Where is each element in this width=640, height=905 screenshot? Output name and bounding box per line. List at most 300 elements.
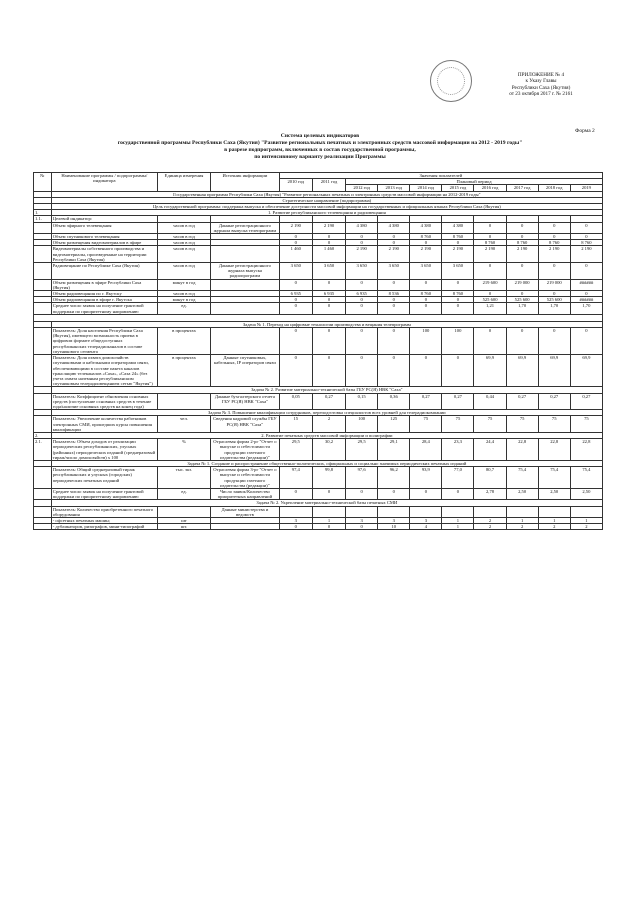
table-row bbox=[34, 222, 603, 233]
cell-value: 8 760 bbox=[442, 291, 474, 297]
cell-value: 30,2 bbox=[312, 439, 345, 461]
cell-value: ###### bbox=[570, 279, 602, 290]
cell-value: 8 760 bbox=[410, 234, 442, 240]
cell-value: 15 bbox=[279, 416, 312, 433]
cell-value: 29,5 bbox=[346, 439, 378, 461]
cell-value: 99,8 bbox=[312, 467, 345, 489]
header-year: 2017 год bbox=[506, 185, 538, 191]
cell-value: 0 bbox=[410, 240, 442, 246]
cell-value: 75,4 bbox=[570, 467, 602, 489]
cell-value: 0 bbox=[312, 355, 345, 387]
cell-num bbox=[34, 279, 52, 290]
cell-value: 0 bbox=[506, 234, 538, 240]
cell-num: 1.1. bbox=[34, 216, 52, 222]
cell-indicator-name: Показатель: Доля населения Республики Саха (Якутия), имеющего возможность приема в цифровом формате общедоступных республиканских телерадиоканалов в составе спутникового сегмента bbox=[51, 328, 157, 355]
cell-value: 22,8 bbox=[570, 439, 602, 461]
cell-value: 0 bbox=[474, 291, 506, 297]
cell-num bbox=[34, 524, 52, 530]
cell-unit: часов в год bbox=[157, 222, 210, 233]
cell-value: 2 190 bbox=[442, 246, 474, 263]
cell-value: 0 bbox=[442, 355, 474, 387]
cell-value: 0 bbox=[279, 297, 312, 303]
cell-value: 4 380 bbox=[442, 222, 474, 233]
cell-value: 0 bbox=[410, 297, 442, 303]
header-planned: Плановый период bbox=[346, 179, 603, 185]
cell-value bbox=[570, 506, 602, 517]
cell-num bbox=[34, 506, 52, 517]
table-row bbox=[34, 467, 603, 489]
cell-value: 0 bbox=[442, 488, 474, 499]
cell-value: 75 bbox=[570, 416, 602, 433]
cell-value: 0 bbox=[378, 328, 410, 355]
table-row bbox=[34, 416, 603, 433]
cell-value: 2,50 bbox=[506, 488, 538, 499]
cell-value: 10 bbox=[378, 524, 410, 530]
cell-value: 0 bbox=[312, 328, 345, 355]
cell-source: Сведения кадровой службы ГБУ РС(Я) НВК "Саха" bbox=[211, 416, 280, 433]
cell-value: 3 bbox=[378, 517, 410, 523]
header-year: 2018 год bbox=[538, 185, 570, 191]
cell-value: 2,50 bbox=[570, 488, 602, 499]
cell-value: 75 bbox=[442, 416, 474, 433]
header-year: 2019 bbox=[570, 185, 602, 191]
cell-value: 0 bbox=[410, 279, 442, 290]
cell-value: 0 bbox=[312, 297, 345, 303]
cell-value: 8 760 bbox=[442, 234, 474, 240]
cell-indicator-name: Показатель: Объем доходов от реализации периодических республиканских, улусных (районных) периодических изданий (среднеразовый тираж/число домохозяйств) х 100 bbox=[51, 439, 157, 461]
cell-value: 24,4 bbox=[474, 439, 506, 461]
cell-value: 0 bbox=[312, 488, 345, 499]
cell-value: 0 bbox=[506, 222, 538, 233]
cell-value: 525 600 bbox=[506, 297, 538, 303]
cell-source: Данные регистрационного журнала выпуска радиопрограмм bbox=[211, 263, 280, 280]
cell-value: 219 000 bbox=[506, 279, 538, 290]
header-year: 2012 год bbox=[346, 185, 378, 191]
cell-value: 0 bbox=[378, 303, 410, 314]
cell-value bbox=[410, 506, 442, 517]
cell-value: 8 760 bbox=[570, 240, 602, 246]
cell-value: 1 bbox=[570, 517, 602, 523]
cell-value bbox=[378, 506, 410, 517]
cell-value: 75,4 bbox=[538, 467, 570, 489]
title-line: Система целевых индикаторов bbox=[280, 133, 360, 139]
cell-source: Отраслевая форма 3-рг "Отчет о выпуске и себестоимости продукции газетного издательства (редакции)" bbox=[211, 467, 280, 489]
table-row bbox=[34, 314, 603, 321]
cell-value: 0 bbox=[570, 234, 602, 240]
cell-unit: % bbox=[157, 439, 210, 461]
cell-unit: часов в год bbox=[157, 263, 210, 280]
cell-value: 3 650 bbox=[346, 263, 378, 280]
section-caption: Цель государственной программы: поддержка выпуска и обеспечение доступности массовой информации на государственных и официальных языках Республики Саха (Якутия) bbox=[51, 204, 602, 210]
cell-value bbox=[346, 506, 378, 517]
cell-value: 2 bbox=[474, 524, 506, 530]
cell-value: 0 bbox=[346, 279, 378, 290]
cell-value bbox=[538, 506, 570, 517]
cell-value: 2 190 bbox=[346, 246, 378, 263]
cell-value: 0,27 bbox=[570, 393, 602, 410]
cell-value: 0 bbox=[442, 303, 474, 314]
cell-value: 0,44 bbox=[474, 393, 506, 410]
cell-value: 0 bbox=[442, 279, 474, 290]
cell-value: 8 536 bbox=[378, 291, 410, 297]
cell-value: 1 bbox=[442, 524, 474, 530]
cell-value: 6 935 bbox=[346, 291, 378, 297]
table-row bbox=[34, 506, 603, 517]
cell-value: 1,21 bbox=[474, 303, 506, 314]
cell-value bbox=[279, 506, 312, 517]
cell-value: 2 190 bbox=[570, 246, 602, 263]
cell-value: 0 bbox=[538, 234, 570, 240]
cell-unit: шт bbox=[157, 517, 210, 523]
cell-unit: в процентах bbox=[157, 355, 210, 387]
cell-value: 0 bbox=[312, 234, 345, 240]
header-year: 2013 год bbox=[378, 185, 410, 191]
cell-unit: часов в год bbox=[157, 291, 210, 297]
cell-value: 0 bbox=[346, 234, 378, 240]
cell-value bbox=[474, 506, 506, 517]
cell-value: 0,27 bbox=[410, 393, 442, 410]
cell-source bbox=[211, 279, 280, 290]
cell-value: 97,6 bbox=[346, 467, 378, 489]
cell-source bbox=[211, 303, 280, 314]
header-unit: Единица измерения bbox=[157, 173, 210, 192]
cell-value: 1,70 bbox=[538, 303, 570, 314]
cell-source bbox=[211, 246, 280, 263]
cell-indicator-name: Объем размещения видеоматериалов в эфире bbox=[51, 240, 157, 246]
cell-value: 0 bbox=[410, 303, 442, 314]
cell-num bbox=[34, 488, 52, 499]
cell-value: 0 bbox=[312, 279, 345, 290]
title-line: государственной программы Республики Саха (Якутия) "Развитие региональных печатных и электронных средств массовой информации на 2012 - 2019 годы" bbox=[117, 140, 523, 146]
cell-value: 0 bbox=[378, 355, 410, 387]
cell-value: 0 bbox=[474, 328, 506, 355]
cell-value: 3 650 bbox=[279, 263, 312, 280]
cell-value: 0 bbox=[346, 240, 378, 246]
section-title: 2. Развитие печатных средств массовой информации и полиграфии bbox=[51, 432, 602, 438]
cell-unit: минут в год bbox=[157, 297, 210, 303]
cell-value bbox=[312, 506, 345, 517]
cell-value: 8 760 bbox=[506, 240, 538, 246]
cell-value: 0 bbox=[570, 222, 602, 233]
cell-indicator-name: Среднее число заявок на получение грантовой поддержки по приоритетному направлению bbox=[51, 303, 157, 314]
cell-value: 0,27 bbox=[506, 393, 538, 410]
cell-value: 525 600 bbox=[538, 297, 570, 303]
cell-value: 93,9 bbox=[410, 467, 442, 489]
cell-unit: шт. bbox=[157, 524, 210, 530]
cell-value: 1 bbox=[312, 517, 345, 523]
cell-value: 69,9 bbox=[538, 355, 570, 387]
header-num: № bbox=[34, 173, 52, 192]
cell-value: 0 bbox=[279, 234, 312, 240]
cell-num bbox=[34, 246, 52, 263]
section-caption: Задача № 3. Повышение квалификации сотрудников, переподготовка специалистов всех уровней для телерадиокомпании bbox=[51, 410, 602, 416]
cell-indicator-name: Объем эфирного телевещания bbox=[51, 222, 157, 233]
table-body bbox=[34, 191, 603, 530]
cell-value: 0,27 bbox=[312, 393, 345, 410]
cell-value: 2 190 bbox=[506, 246, 538, 263]
cell-value: 8 760 bbox=[410, 291, 442, 297]
cell-value: 0 bbox=[538, 291, 570, 297]
table-row bbox=[34, 279, 603, 290]
cell-value: 0 bbox=[538, 328, 570, 355]
cell-value bbox=[506, 506, 538, 517]
cell-value: 29,5 bbox=[279, 439, 312, 461]
cell-value: 0 bbox=[346, 297, 378, 303]
header-year: 2010 год bbox=[279, 179, 312, 191]
cell-value: 2 190 bbox=[378, 246, 410, 263]
cell-indicator-name: Целевой индикатор: bbox=[51, 216, 157, 222]
cell-value: 219 600 bbox=[474, 279, 506, 290]
cell-value: 2 bbox=[570, 524, 602, 530]
cell-value bbox=[442, 506, 474, 517]
cell-value: 2 190 bbox=[410, 246, 442, 263]
cell-value: 0 bbox=[346, 488, 378, 499]
cell-value: 0 bbox=[506, 291, 538, 297]
cell-value: 0 bbox=[506, 328, 538, 355]
cell-value: 0 bbox=[474, 222, 506, 233]
cell-indicator-name: - дубликаторов, ризографов, мини-типографий bbox=[51, 524, 157, 530]
cell-num: 2.1. bbox=[34, 439, 52, 461]
cell-unit: часов в год bbox=[157, 246, 210, 263]
cell-value: 80,7 bbox=[474, 467, 506, 489]
table-row bbox=[34, 488, 603, 499]
cell-value: 0 bbox=[538, 263, 570, 280]
table-row bbox=[34, 393, 603, 410]
cell-value: 2,50 bbox=[538, 488, 570, 499]
cell-num bbox=[34, 263, 52, 280]
cell-indicator-name: Показатель: Доля охвата домохозяйств спутниковыми и кабельными операторами связи, обеспечивающими в составе пакета каналов трансляцию телеканалов «Саха», «Саха 24» (без учета охвата наземным республиканским спутниковым телерадиовещанием сетью "Якутия") bbox=[51, 355, 157, 387]
cell-value: 0 bbox=[474, 263, 506, 280]
cell-value: 75 bbox=[506, 416, 538, 433]
cell-value: 69,9 bbox=[506, 355, 538, 387]
cell-indicator-name: Показатель: Общий среднеразовый тираж республиканских и улусных (городских) периодических печатных изданий bbox=[51, 467, 157, 489]
cell-value: 0 bbox=[346, 328, 378, 355]
cell-num: 2. bbox=[34, 432, 52, 438]
cell-value: 0 bbox=[346, 355, 378, 387]
cell-value: 0,36 bbox=[378, 393, 410, 410]
cell-value: 0 bbox=[506, 263, 538, 280]
cell-value: 8 760 bbox=[538, 240, 570, 246]
section-caption: Стратегическое направление (подпрограмма) bbox=[51, 197, 602, 203]
cell-value: 219 000 bbox=[538, 279, 570, 290]
cell-value: 22,8 bbox=[538, 439, 570, 461]
indicators-table bbox=[33, 172, 603, 530]
cell-value: 3 650 bbox=[442, 263, 474, 280]
appendix-line: к Указу Главы bbox=[525, 78, 557, 85]
cell-value: 2 bbox=[506, 524, 538, 530]
header-year: 2014 год bbox=[410, 185, 442, 191]
cell-unit: чел. bbox=[157, 416, 210, 433]
cell-value: 0 bbox=[378, 297, 410, 303]
cell-value: 1 bbox=[538, 517, 570, 523]
cell-value: 525 600 bbox=[474, 297, 506, 303]
cell-num bbox=[34, 303, 52, 314]
cell-value: 75 bbox=[474, 416, 506, 433]
cell-value: 2 bbox=[474, 517, 506, 523]
header-source: Источник информации bbox=[211, 173, 280, 192]
cell-value: 0,27 bbox=[442, 393, 474, 410]
cell-value: 0 bbox=[378, 488, 410, 499]
cell-indicator-name: Среднее число заявок на получение грантовой поддержки по приоритетному направлению bbox=[51, 488, 157, 499]
section-caption: Задача № 1. Создание и распространение общественно-политических, официальных и социально значимых периодических печатных изданий bbox=[51, 460, 602, 466]
cell-value: 1,70 bbox=[570, 303, 602, 314]
cell-value: 22,8 bbox=[506, 439, 538, 461]
cell-value: 0,05 bbox=[279, 393, 312, 410]
table-row bbox=[34, 524, 603, 530]
cell-unit: тыс. экз. bbox=[157, 467, 210, 489]
cell-value: 28,4 bbox=[410, 439, 442, 461]
section-caption: Задача № 2. Укрепление материально-технической базы печатных СМИ bbox=[51, 500, 602, 506]
cell-value: 125 bbox=[378, 416, 410, 433]
table-row bbox=[34, 303, 603, 314]
cell-value: 77,0 bbox=[442, 467, 474, 489]
cell-value: 2 190 bbox=[312, 222, 345, 233]
cell-value: 96,2 bbox=[378, 467, 410, 489]
cell-indicator-name: Видеоматериалы собственного производства и видеоматериалы, произведенные на территории Республики Саха (Якутия) bbox=[51, 246, 157, 263]
form-label: Форма 2 bbox=[575, 128, 595, 134]
cell-unit: часов в год bbox=[157, 234, 210, 240]
cell-value: 0 bbox=[474, 234, 506, 240]
cell-source bbox=[211, 524, 280, 530]
table-row bbox=[34, 439, 603, 461]
cell-value: 1 bbox=[442, 517, 474, 523]
cell-value: 0 bbox=[538, 222, 570, 233]
cell-value: 75,4 bbox=[506, 467, 538, 489]
cell-value: 0 bbox=[279, 328, 312, 355]
cell-value: 0 bbox=[570, 291, 602, 297]
cell-value: 0 bbox=[279, 279, 312, 290]
cell-value: 3 bbox=[279, 517, 312, 523]
cell-value: 0 bbox=[312, 303, 345, 314]
cell-num bbox=[34, 416, 52, 433]
cell-unit: в процентах bbox=[157, 328, 210, 355]
cell-value: 0 bbox=[279, 240, 312, 246]
cell-value: 29,1 bbox=[378, 439, 410, 461]
cell-value: 75 bbox=[410, 416, 442, 433]
cell-value: 100 bbox=[442, 328, 474, 355]
cell-value: 0 bbox=[312, 240, 345, 246]
cell-value: 3 650 bbox=[312, 263, 345, 280]
cell-value: 0 bbox=[346, 303, 378, 314]
cell-value: 3 650 bbox=[378, 263, 410, 280]
cell-num bbox=[34, 328, 52, 355]
cell-unit: ед. bbox=[157, 488, 210, 499]
header-year: 2011 год bbox=[312, 179, 345, 191]
cell-value: 0 bbox=[378, 234, 410, 240]
cell-value: 0 bbox=[346, 524, 378, 530]
cell-unit: ед. bbox=[157, 303, 210, 314]
cell-num bbox=[34, 393, 52, 410]
cell-value: 2 190 bbox=[538, 246, 570, 263]
cell-value: 0 bbox=[410, 488, 442, 499]
cell-value: 100 bbox=[346, 416, 378, 433]
cell-unit: часов в год bbox=[157, 240, 210, 246]
cell-source: Отраслевая форма 2-рг "Отчет о выпуске и себестоимости продукции газетного издательства (редакции)" bbox=[211, 439, 280, 461]
appendix-block bbox=[466, 72, 616, 97]
cell-value: 4 380 bbox=[346, 222, 378, 233]
cell-indicator-name: Объем радиовещания по г. Якутску bbox=[51, 291, 157, 297]
cell-num bbox=[34, 467, 52, 489]
cell-value: 0 bbox=[442, 297, 474, 303]
cell-indicator-name: Показатель: Количество приобретенного печатного оборудования bbox=[51, 506, 157, 517]
header-values: Значения показателей bbox=[279, 173, 602, 179]
cell-value: 69,9 bbox=[474, 355, 506, 387]
cell-value: 8 760 bbox=[474, 240, 506, 246]
cell-value: 0,15 bbox=[346, 393, 378, 410]
cell-value: 3 bbox=[346, 517, 378, 523]
cell-value: 2 190 bbox=[474, 246, 506, 263]
cell-value: 2 190 bbox=[279, 222, 312, 233]
cell-value: 4 bbox=[410, 524, 442, 530]
cell-num: 1. bbox=[34, 210, 52, 216]
blank-row bbox=[34, 314, 603, 321]
table-row bbox=[34, 246, 603, 263]
cell-value: 1 bbox=[506, 517, 538, 523]
cell-num bbox=[34, 222, 52, 233]
cell-unit bbox=[157, 393, 210, 410]
cell-value: 1 460 bbox=[312, 246, 345, 263]
document-title bbox=[110, 133, 530, 161]
cell-value: 6 935 bbox=[279, 291, 312, 297]
cell-value: 3 650 bbox=[410, 263, 442, 280]
header-name: Наименование программы / подпрограммы/ индикатора bbox=[51, 173, 157, 192]
cell-indicator-name: Объем спутникового телевещания bbox=[51, 234, 157, 240]
table-row bbox=[34, 355, 603, 387]
cell-value: 0,27 bbox=[538, 393, 570, 410]
cell-value: 0 bbox=[570, 328, 602, 355]
cell-value: 0 bbox=[378, 240, 410, 246]
cell-value: 4 380 bbox=[378, 222, 410, 233]
cell-value: 0 bbox=[279, 355, 312, 387]
appendix-line: ПРИЛОЖЕНИЕ № 4 bbox=[517, 72, 565, 78]
cell-value: 0 bbox=[570, 263, 602, 280]
cell-indicator-name: Объем радиовещания в эфире г. Якутска bbox=[51, 297, 157, 303]
cell-value: 0 bbox=[279, 488, 312, 499]
cell-value: 2,78 bbox=[474, 488, 506, 499]
appendix-line: Республики Саха (Якутия) bbox=[511, 84, 571, 91]
cell-source: Данные регистрационного журнала выпуска телепрограмм bbox=[211, 222, 280, 233]
cell-indicator-name: Радиовещание по Республике Саха (Якутия) bbox=[51, 263, 157, 280]
cell-value: 2 bbox=[538, 524, 570, 530]
table-row bbox=[34, 263, 603, 280]
cell-value: 0 bbox=[312, 524, 345, 530]
cell-indicator-name: - офсетных печатных машин; bbox=[51, 517, 157, 523]
title-line: в разрезе подпрограмм, включенных в состав государственной программы, bbox=[224, 147, 416, 153]
section-caption: Государственная программа Республики Саха (Якутия) "Развитие региональных печатных и электронных средств массовой информации на 2012-2019 годы" bbox=[51, 191, 602, 197]
cell-value: 0 bbox=[279, 524, 312, 530]
cell-unit bbox=[157, 506, 210, 517]
cell-value: ###### bbox=[570, 297, 602, 303]
header-year: 2015 год bbox=[442, 185, 474, 191]
section-caption: Задача № 1. Переход на цифровые технологии производства и вещания телепрограмм bbox=[51, 321, 602, 327]
cell-value: 23,3 bbox=[442, 439, 474, 461]
cell-indicator-name: Показатель: Увеличение количества работников электронных СМИ, прошедших курсы повышения квалификации bbox=[51, 416, 157, 433]
appendix-line: от 23 октября 2017 г. № 2161 bbox=[509, 90, 573, 97]
cell-value: 1 460 bbox=[279, 246, 312, 263]
cell-source: Данные спутниковых, кабельных, IP операторов связи bbox=[211, 355, 280, 387]
table-row bbox=[34, 328, 603, 355]
cell-source: Данные министерства и ведомств bbox=[211, 506, 280, 517]
cell-value: 0 bbox=[410, 355, 442, 387]
section-title: 1. Развитие республиканского телевещания и радиовещания bbox=[51, 210, 602, 216]
cell-value: 0 bbox=[442, 240, 474, 246]
cell-value: 1,70 bbox=[506, 303, 538, 314]
cell-value: 6 935 bbox=[312, 291, 345, 297]
cell-value: 0 bbox=[279, 303, 312, 314]
cell-value: 0 bbox=[378, 279, 410, 290]
cell-value: 100 bbox=[410, 328, 442, 355]
cell-value: 2 bbox=[312, 416, 345, 433]
